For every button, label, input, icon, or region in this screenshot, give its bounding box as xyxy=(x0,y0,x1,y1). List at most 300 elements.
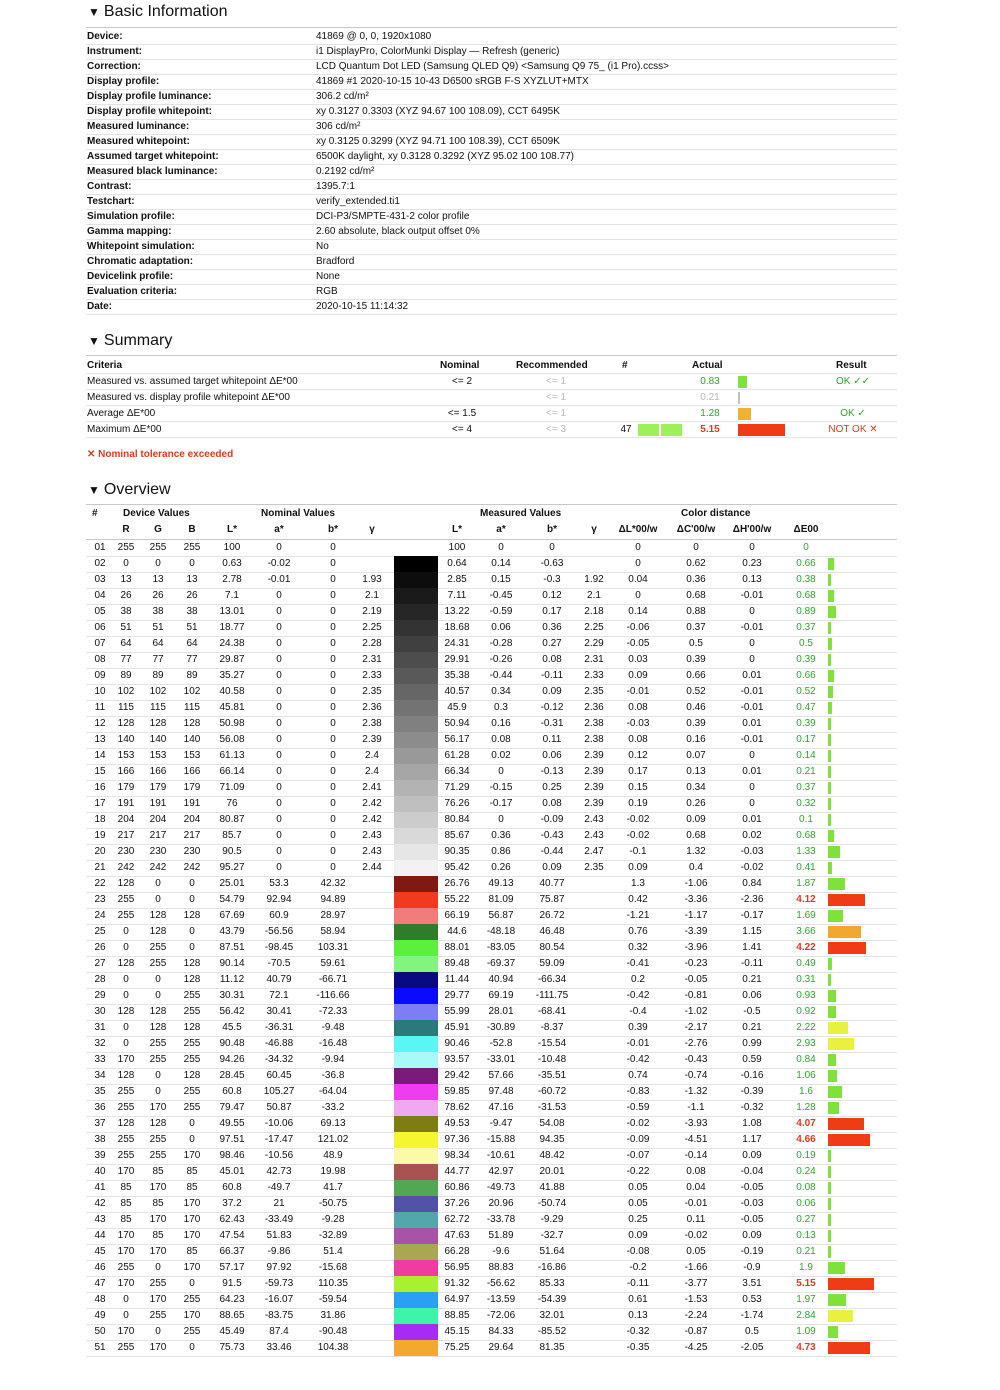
table-cell: 104.38 xyxy=(317,1342,349,1353)
table-cell: 0 xyxy=(276,542,282,553)
delta-e-bar xyxy=(828,1070,837,1082)
summary-heading[interactable]: ▼ Summary xyxy=(88,332,173,349)
table-cell: 7.11 xyxy=(447,590,467,601)
table-cell: 0.06 xyxy=(542,750,562,761)
table-cell: 66.14 xyxy=(219,766,245,777)
summary-criteria: Measured vs. display profile whitepoint ΔE*00 xyxy=(87,392,290,403)
measured-color-swatch xyxy=(416,1276,438,1292)
table-cell: 170 xyxy=(117,1326,135,1337)
summary-criteria: Average ΔE*00 xyxy=(87,408,156,419)
table-cell: 0.01 xyxy=(742,670,762,681)
table-cell: -0.59 xyxy=(626,1102,650,1113)
table-cell: 0 xyxy=(330,766,336,777)
table-cell: 1.6 xyxy=(799,1086,813,1097)
table-row xyxy=(86,860,897,877)
table-cell: 0.08 xyxy=(686,1166,706,1177)
table-row xyxy=(86,1324,897,1341)
measured-color-swatch xyxy=(416,1068,438,1084)
table-cell: 0.25 xyxy=(628,1214,648,1225)
table-cell: 66.34 xyxy=(444,766,470,777)
table-cell: 41.88 xyxy=(539,1182,565,1193)
table-cell: 0 xyxy=(276,686,282,697)
table-cell: -1.66 xyxy=(684,1262,708,1273)
table-row xyxy=(86,1180,897,1197)
measured-color-swatch xyxy=(416,1340,438,1356)
table-cell: 28.01 xyxy=(488,1006,514,1017)
overview-column-headers xyxy=(86,523,897,540)
table-cell: 44.6 xyxy=(447,926,467,937)
table-cell: -0.31 xyxy=(540,718,564,729)
table-cell: 0.06 xyxy=(742,990,762,1001)
table-cell: 0.34 xyxy=(686,782,706,793)
col-result: Result xyxy=(836,360,867,371)
table-cell: 179 xyxy=(183,782,201,793)
table-cell: 40 xyxy=(94,1166,106,1177)
summary-actual: 0.21 xyxy=(700,392,720,403)
table-cell: 94.26 xyxy=(219,1054,245,1065)
delta-e-bar xyxy=(828,1150,831,1162)
table-cell: 128 xyxy=(183,974,201,985)
delta-e-bar xyxy=(828,1166,831,1178)
table-cell: -0.08 xyxy=(626,1246,650,1257)
table-cell: 95.27 xyxy=(219,862,245,873)
table-cell: -8.37 xyxy=(540,1022,564,1033)
table-cell: 170 xyxy=(149,1102,167,1113)
table-cell: -0.44 xyxy=(489,670,513,681)
measured-color-swatch xyxy=(416,604,438,620)
table-row xyxy=(86,812,897,829)
table-cell: 2.1 xyxy=(365,590,379,601)
table-cell: -0.4 xyxy=(629,1006,647,1017)
table-cell: -0.01 xyxy=(740,590,764,601)
table-cell: -0.43 xyxy=(540,830,564,841)
nominal-color-swatch xyxy=(394,1020,416,1036)
summary-result: NOT OK ✕ xyxy=(828,424,878,435)
table-cell: -2.17 xyxy=(684,1022,708,1033)
table-cell: 56.42 xyxy=(219,1006,245,1017)
table-cell: 170 xyxy=(117,1054,135,1065)
table-cell: -9.28 xyxy=(321,1214,345,1225)
table-cell: 50 xyxy=(94,1326,106,1337)
table-cell: 59.09 xyxy=(539,958,565,969)
table-cell: 54.79 xyxy=(219,894,245,905)
table-cell: -0.09 xyxy=(626,1134,650,1145)
table-cell: 0.4 xyxy=(689,862,703,873)
measured-color-swatch xyxy=(416,572,438,588)
table-cell: 1.69 xyxy=(796,910,816,921)
table-cell: 75.73 xyxy=(219,1342,245,1353)
table-cell: 0 xyxy=(330,814,336,825)
table-cell: 0.17 xyxy=(542,606,562,617)
table-cell: 0.46 xyxy=(686,702,706,713)
table-cell: 53.3 xyxy=(269,878,289,889)
table-row xyxy=(86,1116,897,1133)
table-cell: -36.31 xyxy=(264,1022,294,1033)
table-cell: 0.09 xyxy=(742,1230,762,1241)
delta-e-bar xyxy=(828,1342,870,1354)
column-header: L* xyxy=(452,524,462,535)
table-cell: 0 xyxy=(276,830,282,841)
table-cell: 26 xyxy=(152,590,164,601)
column-header: B xyxy=(188,524,196,535)
table-cell: 28 xyxy=(94,974,106,985)
table-cell: 18.77 xyxy=(219,622,245,633)
table-cell: 15 xyxy=(94,766,106,777)
table-cell: 18.68 xyxy=(444,622,470,633)
table-cell: 0.31 xyxy=(796,974,816,985)
summary-count-bar xyxy=(638,424,682,436)
measured-color-swatch xyxy=(416,796,438,812)
summary-result: OK ✓✓ xyxy=(836,376,870,387)
table-cell: 115 xyxy=(150,702,166,713)
table-cell: 128 xyxy=(183,958,201,969)
table-cell: -68.41 xyxy=(537,1006,567,1017)
table-cell: 179 xyxy=(149,782,167,793)
table-cell: -9.48 xyxy=(321,1022,345,1033)
table-cell: 2.85 xyxy=(447,574,467,585)
table-cell: 24.31 xyxy=(444,638,470,649)
table-cell: 77 xyxy=(186,654,198,665)
delta-e-bar xyxy=(828,558,834,570)
table-cell: 1.87 xyxy=(796,878,816,889)
table-cell: 0.14 xyxy=(628,606,648,617)
table-cell: -0.02 xyxy=(626,830,650,841)
table-cell: 85 xyxy=(152,1198,164,1209)
table-cell: 88.01 xyxy=(444,942,470,953)
table-cell: 1.09 xyxy=(796,1326,816,1337)
table-cell: 170 xyxy=(117,1278,135,1289)
delta-e-bar xyxy=(828,1022,848,1034)
table-cell: 255 xyxy=(149,1054,167,1065)
table-cell: 40.94 xyxy=(488,974,514,985)
table-cell: 45.5 xyxy=(222,1022,242,1033)
table-row xyxy=(86,1260,897,1277)
table-cell: 81.09 xyxy=(488,894,514,905)
table-cell: 0 xyxy=(635,542,641,553)
table-cell: 80.54 xyxy=(539,942,565,953)
table-cell: 61.13 xyxy=(219,750,245,761)
col-actual: Actual xyxy=(692,360,723,371)
nominal-color-swatch xyxy=(394,908,416,924)
table-cell: 0 xyxy=(123,1294,129,1305)
table-cell: 59.85 xyxy=(444,1086,470,1097)
table-cell: 0.15 xyxy=(628,782,648,793)
table-cell: -0.06 xyxy=(626,622,650,633)
table-cell: 0.06 xyxy=(491,622,511,633)
table-cell: 0.05 xyxy=(628,1182,648,1193)
table-cell: 25.01 xyxy=(219,878,245,889)
table-cell: 105.27 xyxy=(263,1086,295,1097)
table-cell: 90.5 xyxy=(222,846,242,857)
table-cell: -1.1 xyxy=(687,1102,705,1113)
table-cell: 0 xyxy=(693,542,699,553)
table-cell: -9.6 xyxy=(492,1246,510,1257)
table-cell: 170 xyxy=(183,1150,201,1161)
table-cell: 1.15 xyxy=(742,926,762,937)
table-cell: 60.86 xyxy=(444,1182,470,1193)
table-cell: 49.53 xyxy=(444,1118,470,1129)
delta-e-bar xyxy=(828,574,831,586)
delta-e-bar xyxy=(828,1198,831,1210)
table-cell: 64.97 xyxy=(444,1294,470,1305)
table-cell: 2.39 xyxy=(584,798,604,809)
nominal-color-swatch xyxy=(394,876,416,892)
info-row xyxy=(86,104,897,120)
info-label: Display profile luminance: xyxy=(87,91,212,102)
table-cell: 255 xyxy=(183,1102,201,1113)
table-cell: 255 xyxy=(117,1342,135,1353)
table-cell: -0.63 xyxy=(540,558,564,569)
table-row xyxy=(86,764,897,781)
table-cell: -16.48 xyxy=(318,1038,348,1049)
table-cell: 18 xyxy=(94,814,106,825)
table-cell: -13.59 xyxy=(486,1294,516,1305)
measured-color-swatch xyxy=(416,1084,438,1100)
table-cell: 0 xyxy=(276,622,282,633)
table-cell: 45.9 xyxy=(447,702,467,713)
table-cell: 80.84 xyxy=(444,814,470,825)
delta-e-bar xyxy=(828,1310,853,1322)
table-cell: 0.84 xyxy=(742,878,762,889)
table-cell: 102 xyxy=(183,686,201,697)
table-cell: 0.39 xyxy=(796,718,816,729)
table-cell: 255 xyxy=(183,1054,201,1065)
table-cell: 255 xyxy=(117,1150,135,1161)
delta-e-bar xyxy=(828,830,834,842)
table-cell: 0.05 xyxy=(686,1246,706,1257)
table-cell: 98.46 xyxy=(219,1150,245,1161)
table-cell: -0.05 xyxy=(740,1182,764,1193)
table-cell: 0.39 xyxy=(796,654,816,665)
info-row xyxy=(86,59,897,75)
table-cell: 0.68 xyxy=(796,590,816,601)
table-cell: 1.92 xyxy=(584,574,604,585)
table-cell: 51.83 xyxy=(266,1230,292,1241)
table-cell: -33.49 xyxy=(264,1214,294,1225)
table-cell: 0 xyxy=(330,798,336,809)
basic-info-heading[interactable]: ▼ Basic Information xyxy=(88,3,228,20)
nominal-color-swatch xyxy=(394,940,416,956)
nominal-color-swatch xyxy=(394,1244,416,1260)
table-cell: 170 xyxy=(149,1294,167,1305)
table-cell: -0.01 xyxy=(267,574,291,585)
overview-heading[interactable]: ▼ Overview xyxy=(88,481,171,498)
table-cell: 30 xyxy=(94,1006,106,1017)
table-cell: 100 xyxy=(223,542,241,553)
table-cell: 153 xyxy=(117,750,135,761)
collapse-triangle-icon: ▼ xyxy=(88,5,100,19)
table-cell: 32.01 xyxy=(539,1310,565,1321)
divider xyxy=(86,355,897,356)
table-cell: 04 xyxy=(94,590,106,601)
table-cell: 51 xyxy=(186,622,198,633)
table-cell: 2.35 xyxy=(362,686,382,697)
table-cell: 217 xyxy=(149,830,167,841)
table-cell: 0 xyxy=(123,1310,129,1321)
table-cell: -1.17 xyxy=(684,910,708,921)
info-value: LCD Quantum Dot LED (Samsung QLED Q9) <Samsung Q9 75_ (i1 Pro).ccss> xyxy=(316,61,669,72)
table-cell: 64 xyxy=(152,638,164,649)
table-cell: 0 xyxy=(330,686,336,697)
table-cell: 0 xyxy=(276,654,282,665)
table-cell: 98.34 xyxy=(444,1150,470,1161)
table-cell: 0.52 xyxy=(686,686,706,697)
info-value: DCI-P3/SMPTE-431-2 color profile xyxy=(316,211,470,222)
table-cell: 0 xyxy=(189,894,195,905)
info-label: Testchart: xyxy=(87,196,135,207)
table-cell: 1.32 xyxy=(686,846,706,857)
table-cell: -0.02 xyxy=(626,1118,650,1129)
column-header: ΔL*00/w xyxy=(618,524,658,535)
table-cell: -0.12 xyxy=(540,702,564,713)
nominal-color-swatch xyxy=(394,972,416,988)
table-cell: 255 xyxy=(183,1038,201,1049)
summary-bar xyxy=(738,392,740,404)
table-cell: -0.03 xyxy=(626,718,650,729)
table-cell: 0.13 xyxy=(628,1310,648,1321)
delta-e-bar xyxy=(828,846,840,858)
table-cell: 255 xyxy=(117,542,135,553)
table-cell: 0 xyxy=(189,558,195,569)
table-cell: 13 xyxy=(120,574,132,585)
table-cell: 94.89 xyxy=(320,894,346,905)
table-cell: 84.33 xyxy=(488,1326,514,1337)
nominal-color-swatch xyxy=(394,828,416,844)
table-cell: 170 xyxy=(149,1342,167,1353)
table-cell: -0.02 xyxy=(267,558,291,569)
table-cell: 85 xyxy=(152,1230,164,1241)
summary-actual: 0.83 xyxy=(700,376,720,387)
table-cell: 0.42 xyxy=(628,894,648,905)
info-label: Display profile: xyxy=(87,76,160,87)
table-cell: 90.46 xyxy=(444,1038,470,1049)
table-cell: -0.17 xyxy=(740,910,764,921)
info-value: verify_extended.ti1 xyxy=(316,196,400,207)
table-row xyxy=(86,668,897,685)
summary-recommended: <= 3 xyxy=(545,424,567,435)
group-device-values: Device Values xyxy=(123,508,190,519)
table-cell: -2.76 xyxy=(684,1038,708,1049)
measured-color-swatch xyxy=(416,1228,438,1244)
table-cell: 35.27 xyxy=(219,670,245,681)
table-cell: -0.43 xyxy=(684,1054,708,1065)
table-cell: -16.86 xyxy=(537,1262,567,1273)
table-cell: 0.39 xyxy=(628,1022,648,1033)
delta-e-bar xyxy=(828,958,832,970)
table-cell: 91.32 xyxy=(444,1278,470,1289)
table-cell: -0.2 xyxy=(629,1262,647,1273)
table-cell: 0.63 xyxy=(222,558,242,569)
table-cell: 64 xyxy=(186,638,198,649)
delta-e-bar xyxy=(828,1038,854,1050)
table-row xyxy=(86,556,897,573)
table-cell: 191 xyxy=(149,798,167,809)
table-cell: 0 xyxy=(276,862,282,873)
table-cell: 255 xyxy=(149,1134,167,1145)
table-cell: 0.59 xyxy=(742,1054,762,1065)
table-cell: 166 xyxy=(149,766,167,777)
table-cell: 78.62 xyxy=(444,1102,470,1113)
divider xyxy=(86,27,897,28)
table-cell: -0.42 xyxy=(626,990,650,1001)
table-cell: -0.01 xyxy=(740,686,764,697)
table-cell: 0 xyxy=(123,990,129,1001)
table-cell: 11.12 xyxy=(219,974,245,985)
nominal-color-swatch xyxy=(394,652,416,668)
table-cell: 47.54 xyxy=(219,1230,245,1241)
table-cell: 0.38 xyxy=(796,574,816,585)
delta-e-bar xyxy=(828,686,833,698)
table-cell: 0 xyxy=(749,750,755,761)
table-cell: 0 xyxy=(276,590,282,601)
table-cell: -59.54 xyxy=(318,1294,348,1305)
table-cell: -0.35 xyxy=(626,1342,650,1353)
table-cell: 0 xyxy=(276,766,282,777)
table-cell: 0 xyxy=(123,926,129,937)
nominal-color-swatch xyxy=(394,860,416,876)
nominal-color-swatch xyxy=(394,700,416,716)
delta-e-bar xyxy=(828,750,831,762)
table-cell: -52.8 xyxy=(489,1038,513,1049)
table-cell: 0 xyxy=(749,606,755,617)
table-cell: 230 xyxy=(149,846,167,857)
measured-color-swatch xyxy=(416,988,438,1004)
table-cell: -34.32 xyxy=(264,1054,294,1065)
table-cell: 76.26 xyxy=(444,798,470,809)
table-cell: -30.89 xyxy=(486,1022,516,1033)
table-cell: -9.94 xyxy=(321,1054,345,1065)
table-cell: -0.01 xyxy=(740,734,764,745)
table-cell: -0.9 xyxy=(743,1262,761,1273)
table-cell: 49.13 xyxy=(488,878,514,889)
delta-e-bar xyxy=(828,734,831,746)
table-cell: -0.45 xyxy=(489,590,513,601)
table-cell: 97.36 xyxy=(444,1134,470,1145)
table-cell: 0 xyxy=(749,798,755,809)
nominal-color-swatch xyxy=(394,1068,416,1084)
summary-nominal: <= 1.5 xyxy=(447,408,477,419)
table-cell: 2.43 xyxy=(584,830,604,841)
column-header: γ xyxy=(369,524,375,535)
table-cell: -4.25 xyxy=(684,1342,708,1353)
table-cell: 62.72 xyxy=(444,1214,470,1225)
table-cell: -83.75 xyxy=(264,1310,294,1321)
nominal-color-swatch xyxy=(394,572,416,588)
measured-color-swatch xyxy=(416,700,438,716)
table-cell: 0 xyxy=(330,622,336,633)
table-cell: -0.02 xyxy=(740,862,764,873)
nominal-color-swatch xyxy=(394,1340,416,1356)
table-cell: 0.09 xyxy=(628,670,648,681)
table-cell: 43.79 xyxy=(219,926,245,937)
table-row xyxy=(86,924,897,941)
delta-e-bar xyxy=(828,798,831,810)
table-cell: 45.81 xyxy=(219,702,245,713)
info-value: RGB xyxy=(316,286,338,297)
info-label: Date: xyxy=(87,301,113,312)
table-cell: -33.78 xyxy=(486,1214,516,1225)
info-row xyxy=(86,194,897,210)
table-cell: 255 xyxy=(117,1134,135,1145)
table-cell: 38 xyxy=(94,1134,106,1145)
table-cell: 0.5 xyxy=(745,1326,759,1337)
nominal-color-swatch xyxy=(394,1052,416,1068)
delta-e-bar xyxy=(828,702,832,714)
table-cell: 128 xyxy=(149,926,167,937)
table-cell: 1.93 xyxy=(362,574,382,585)
delta-e-bar xyxy=(828,1102,839,1114)
table-cell: -0.11 xyxy=(740,958,764,969)
